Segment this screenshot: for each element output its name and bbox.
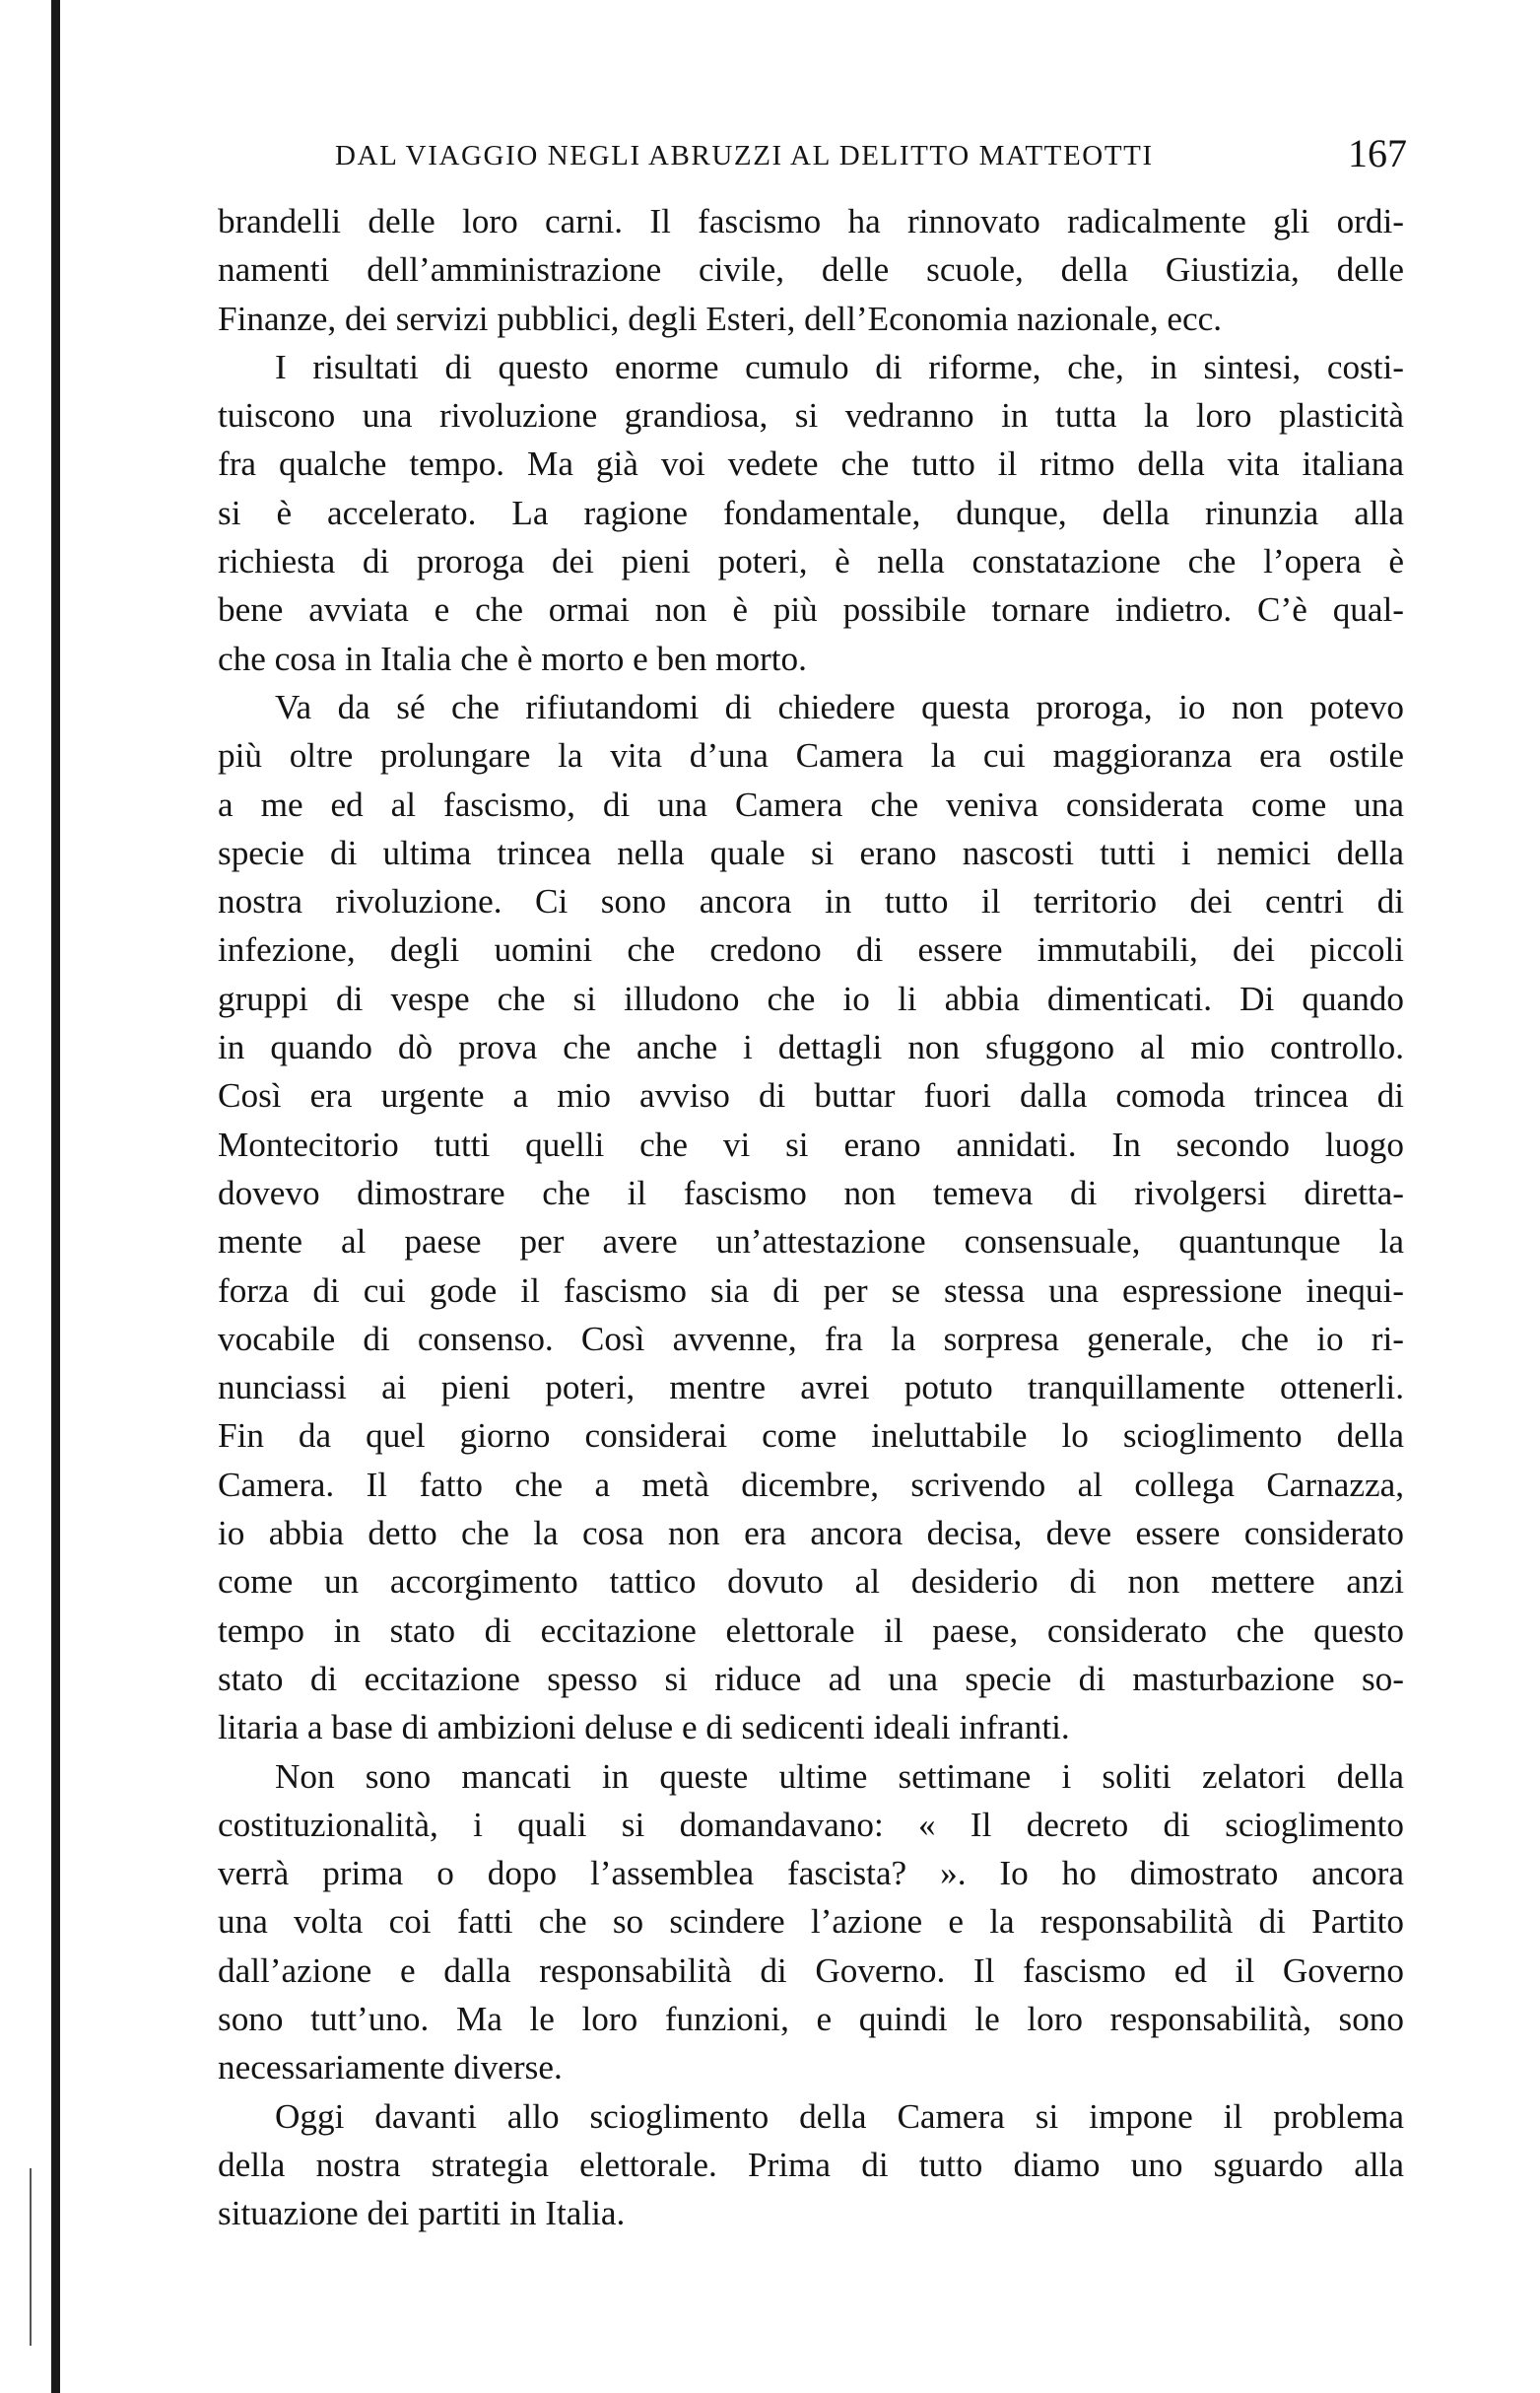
body-text [218, 197, 1404, 2237]
text-line: sono tutt’uno. Ma le loro funzioni, e quindi le loro responsabilità, sono [218, 1999, 1404, 2038]
scan-mark [30, 2168, 32, 2346]
text-line: Va da sé che rifiutandomi di chiedere questa proroga, io non potevo [275, 687, 1404, 726]
text-line: Camera. Il fatto che a metà dicembre, scrivendo al collega Carnazza, [218, 1465, 1404, 1504]
text-line: Oggi davanti allo scioglimento della Camera si impone il problema [275, 2096, 1404, 2136]
text-line: namenti dell’amministrazione civile, delle scuole, della Giustizia, delle [218, 250, 1404, 290]
text-line: forza di cui gode il fascismo sia di per se stessa una espressione inequi- [218, 1270, 1404, 1310]
text-line: litaria a base di ambizioni deluse e di sedicenti ideali infranti. [218, 1708, 1070, 1747]
text-line: dovevo dimostrare che il fascismo non temeva di rivolgersi diretta- [218, 1173, 1404, 1212]
text-line: gruppi di vespe che si illudono che io li abbia dimenticati. Di quando [218, 979, 1404, 1018]
running-head: DAL VIAGGIO NEGLI ABRUZZI AL DELITTO MATTEOTTI [335, 140, 1154, 171]
text-line: necessariamente diverse. [218, 2048, 563, 2087]
scan-edge [51, 0, 60, 2393]
text-line: richiesta di proroga dei pieni poteri, è nella constatazione che l’opera è [218, 542, 1404, 581]
text-line: a me ed al fascismo, di una Camera che veniva considerata come una [218, 785, 1404, 824]
text-line: più oltre prolungare la vita d’una Camera la cui maggioranza era ostile [218, 736, 1404, 776]
text-line: una volta coi fatti che so scindere l’azione e la responsabilità di Partito [218, 1902, 1404, 1942]
text-line: Fin da quel giorno considerai come ineluttabile lo scioglimento della [218, 1416, 1404, 1456]
text-line: mente al paese per avere un’attestazione consensuale, quantunque la [218, 1222, 1404, 1262]
text-line: della nostra strategia elettorale. Prima di tutto diamo uno sguardo alla [218, 2145, 1404, 2184]
text-line: vocabile di consenso. Così avvenne, fra la sorpresa generale, che io ri- [218, 1319, 1404, 1358]
text-line: I risultati di questo enorme cumulo di riforme, che, in sintesi, costi- [275, 347, 1404, 386]
paragraph-5 [218, 2092, 1404, 2238]
text-line: costituzionalità, i quali si domandavano: « Il decreto di scioglimento [218, 1805, 1404, 1844]
text-line: come un accorgimento tattico dovuto al desiderio di non mettere anzi [218, 1562, 1404, 1602]
text-line: situazione dei partiti in Italia. [218, 2194, 626, 2233]
text-line: brandelli delle loro carni. Il fascismo ha rinnovato radicalmente gli ordi- [218, 202, 1404, 240]
text-line: che cosa in Italia che è morto e ben morto. [218, 639, 807, 678]
paragraph-1 [218, 197, 1404, 343]
text-line: fra qualche tempo. Ma già voi vedete che tutto il ritmo della vita italiana [218, 444, 1404, 484]
text-line: in quando dò prova che anche i dettagli non sfuggono al mio controllo. [218, 1028, 1404, 1067]
text-line: io abbia detto che la cosa non era ancora decisa, deve essere considerato [218, 1514, 1404, 1553]
text-line: bene avviata e che ormai non è più possibile tornare indietro. C’è qual- [218, 590, 1404, 630]
text-line: tuiscono una rivoluzione grandiosa, si vedranno in tutta la loro plasticità [218, 396, 1404, 436]
text-line: Montecitorio tutti quelli che vi si erano annidati. In secondo luogo [218, 1125, 1404, 1164]
text-line: stato di eccitazione spesso si riduce ad una specie di masturbazione so- [218, 1659, 1404, 1698]
text-line: nostra rivoluzione. Ci sono ancora in tutto il territorio dei centri di [218, 882, 1404, 922]
text-line: Finanze, dei servizi pubblici, degli Esteri, dell’Economia nazionale, ecc. [218, 299, 1223, 338]
paragraph-2 [218, 343, 1404, 683]
text-line: tempo in stato di eccitazione elettorale il paese, considerato che questo [218, 1610, 1404, 1650]
text-line: dall’azione e dalla responsabilità di Governo. Il fascismo ed il Governo [218, 1950, 1404, 1990]
page-number: 167 [1348, 131, 1407, 175]
paragraph-3 [218, 683, 1404, 1752]
paragraph-4 [218, 1752, 1404, 2092]
page-header [335, 126, 1407, 185]
text-line: verrà prima o dopo l’assemblea fascista? ». Io ho dimostrato ancora [218, 1854, 1404, 1893]
text-line: si è accelerato. La ragione fondamentale, dunque, della rinunzia alla [218, 493, 1404, 532]
text-line: nunciassi ai pieni poteri, mentre avrei potuto tranquillamente ottenerli. [218, 1368, 1404, 1407]
text-line: Così era urgente a mio avviso di buttar fuori dalla comoda trincea di [218, 1076, 1404, 1116]
text-line: specie di ultima trincea nella quale si erano nascosti tutti i nemici della [218, 833, 1404, 872]
text-line: infezione, degli uomini che credono di essere immutabili, dei piccoli [218, 930, 1404, 970]
text-line: Non sono mancati in queste ultime settimane i soliti zelatori della [275, 1756, 1404, 1796]
